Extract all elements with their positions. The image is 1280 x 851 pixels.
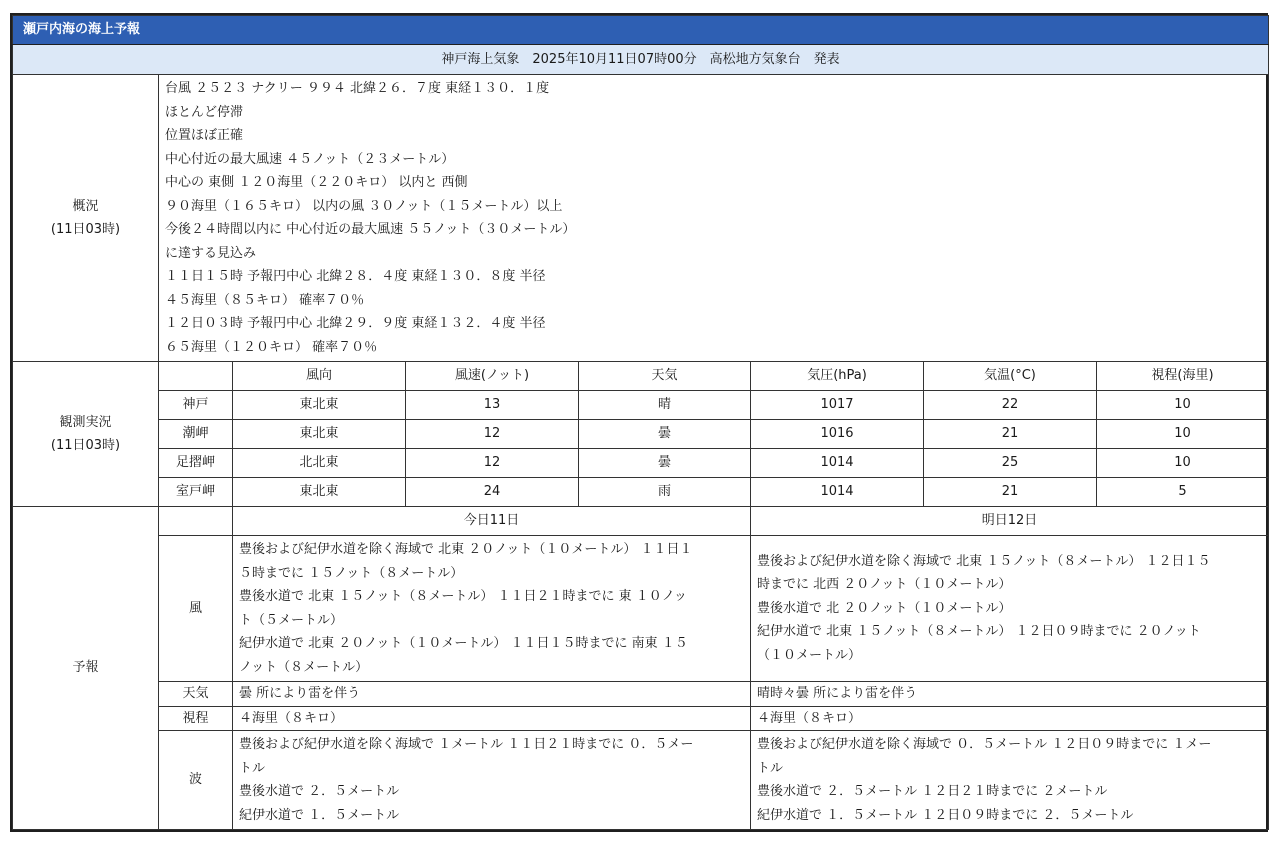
wave-row-label: 波 — [159, 731, 233, 830]
overview-line: 台風 ２５２３ ナクリー ９９４ 北緯２６．７度 東経１３０．１度 — [165, 81, 550, 96]
overview-line: ６５海里（１２０キロ） 確率７０％ — [165, 339, 378, 355]
header-weather: 天気 — [579, 362, 751, 391]
overview-text — [159, 75, 1269, 362]
visibility-row-label: 視程 — [159, 706, 233, 731]
table-row — [13, 449, 1269, 478]
wind-direction: 東北東 — [233, 478, 406, 507]
header-temperature: 気温(°C) — [924, 362, 1097, 391]
overview-time: (11日03時) — [50, 222, 121, 237]
header-pressure: 気圧(hPa) — [751, 362, 924, 391]
station-name: 室戸岬 — [159, 478, 233, 507]
overview-line: 中心付近の最大風速 ４５ノット（２３メートル） — [165, 151, 455, 167]
overview-line: 中心の 東側 １２０海里（２２０キロ） 以内と 西側 — [165, 175, 468, 190]
wave-tomorrow — [751, 731, 1269, 830]
table-row — [13, 420, 1269, 449]
overview-line: に達する見込み — [165, 245, 257, 261]
pressure: 1016 — [751, 420, 924, 449]
weather: 雨 — [579, 478, 751, 507]
observation-label: 観測実況 — [59, 414, 112, 430]
wave-tomorrow-line: 紀伊水道で １．５メートル １２日０９時までに ２．５メートル — [757, 807, 1134, 823]
overview-line: １２日０３時 予報円中心 北緯２９．９度 東経１３２．４度 半径 — [165, 316, 546, 331]
pressure: 1017 — [751, 391, 924, 420]
visibility-tomorrow: ４海里（８キロ） — [751, 706, 1269, 731]
weather-today: 曇 所により雷を伴う — [233, 682, 751, 707]
wind-tomorrow-line: 豊後および紀伊水道を除く海域で 北東 １５ノット（８メートル） １２日１５ — [757, 553, 1211, 569]
wind-tomorrow-line: 紀伊水道で 北東 １５ノット（８メートル） １２日０９時までに ２０ノット — [757, 624, 1201, 640]
header-visibility: 視程(海里) — [1097, 362, 1269, 391]
visibility-today: ４海里（８キロ） — [233, 706, 751, 731]
visibility: 10 — [1097, 449, 1269, 478]
temperature: 21 — [924, 420, 1097, 449]
pressure: 1014 — [751, 449, 924, 478]
wave-today-line: 豊後および紀伊水道を除く海域で １メートル １１日２１時までに ０．５メー — [239, 737, 694, 752]
table-row — [13, 478, 1269, 507]
overview-line: １１日１５時 予報円中心 北緯２８．４度 東経１３０．８度 半径 — [165, 269, 546, 284]
weather-row-label: 天気 — [159, 682, 233, 707]
marine-forecast-table — [12, 15, 1269, 830]
wave-today-line: トル — [239, 760, 266, 776]
visibility: 10 — [1097, 420, 1269, 449]
wave-tomorrow-line: 豊後および紀伊水道を除く海域で ０．５メートル １２日０９時までに １メー — [757, 737, 1212, 752]
station-name: 足摺岬 — [159, 449, 233, 478]
forecast-label-cell — [13, 507, 159, 830]
visibility: 10 — [1097, 391, 1269, 420]
header-wind-direction: 風向 — [233, 362, 406, 391]
wind-speed: 13 — [406, 391, 579, 420]
wave-today — [233, 731, 751, 830]
visibility: 5 — [1097, 478, 1269, 507]
overview-label: 概況 — [72, 198, 99, 214]
empty-header-cell — [159, 507, 233, 536]
overview-line: ４５海里（８５キロ） 確率７０％ — [165, 292, 365, 308]
wind-tomorrow-line: 豊後水道で 北 ２０ノット（１０メートル） — [757, 600, 1012, 616]
page-title: 瀬戸内海の海上予報 — [13, 16, 1269, 45]
wind-speed: 12 — [406, 420, 579, 449]
weather-tomorrow: 晴時々曇 所により雷を伴う — [751, 682, 1269, 707]
station-name: 潮岬 — [159, 420, 233, 449]
forecast-label: 予報 — [72, 660, 99, 676]
wind-today-line: 豊後および紀伊水道を除く海域で 北東 ２０ノット（１０メートル） １１日１ — [239, 542, 693, 557]
issue-info: 神戸海上気象 2025年10月11日07時00分 高松地方気象台 発表 — [13, 45, 1269, 75]
wind-today-line: ５時までに １５ノット（８メートル） — [239, 565, 464, 581]
temperature: 22 — [924, 391, 1097, 420]
wind-tomorrow — [751, 536, 1269, 682]
observation-time: (11日03時) — [50, 438, 121, 453]
wind-speed: 12 — [406, 449, 579, 478]
wind-today-line: 豊後水道で 北東 １５ノット（８メートル） １１日２１時までに 東 １０ノッ — [239, 589, 687, 604]
temperature: 25 — [924, 449, 1097, 478]
wave-tomorrow-line: トル — [757, 760, 784, 776]
overview-line: 位置ほぼ正確 — [165, 128, 244, 143]
wind-tomorrow-line: 時までに 北西 ２０ノット（１０メートル） — [757, 577, 1012, 593]
wind-today-line: 紀伊水道で 北東 ２０ノット（１０メートル） １１日１５時までに 南東 １５ — [239, 636, 688, 651]
wave-tomorrow-line: 豊後水道で ２．５メートル １２日２１時までに ２メートル — [757, 784, 1108, 799]
header-today: 今日11日 — [233, 507, 751, 536]
header-tomorrow: 明日12日 — [751, 507, 1269, 536]
wind-today-line: ノット（８メートル） — [239, 659, 369, 675]
wind-today-line: ト（５メートル） — [239, 612, 344, 628]
weather: 曇 — [579, 449, 751, 478]
forecast-panel — [10, 13, 1268, 832]
wind-direction: 東北東 — [233, 391, 406, 420]
wind-row-label: 風 — [159, 536, 233, 682]
temperature: 21 — [924, 478, 1097, 507]
wind-speed: 24 — [406, 478, 579, 507]
empty-header-cell — [159, 362, 233, 391]
wind-direction: 東北東 — [233, 420, 406, 449]
station-name: 神戸 — [159, 391, 233, 420]
weather: 曇 — [579, 420, 751, 449]
observation-label-cell — [13, 362, 159, 507]
wind-tomorrow-line: （１０メートル） — [757, 647, 862, 663]
wave-today-line: 紀伊水道で １．５メートル — [239, 807, 400, 823]
wind-direction: 北北東 — [233, 449, 406, 478]
table-row — [13, 391, 1269, 420]
overview-line: ほとんど停滞 — [165, 104, 244, 120]
overview-label-cell — [13, 75, 159, 362]
header-wind-speed: 風速(ノット) — [406, 362, 579, 391]
weather: 晴 — [579, 391, 751, 420]
wave-today-line: 豊後水道で ２．５メートル — [239, 784, 400, 799]
overview-line: 今後２４時間以内に 中心付近の最大風速 ５５ノット（３０メートル） — [165, 222, 576, 237]
pressure: 1014 — [751, 478, 924, 507]
overview-line: ９０海里（１６５キロ） 以内の風 ３０ノット（１５メートル）以上 — [165, 198, 563, 214]
wind-today — [233, 536, 751, 682]
